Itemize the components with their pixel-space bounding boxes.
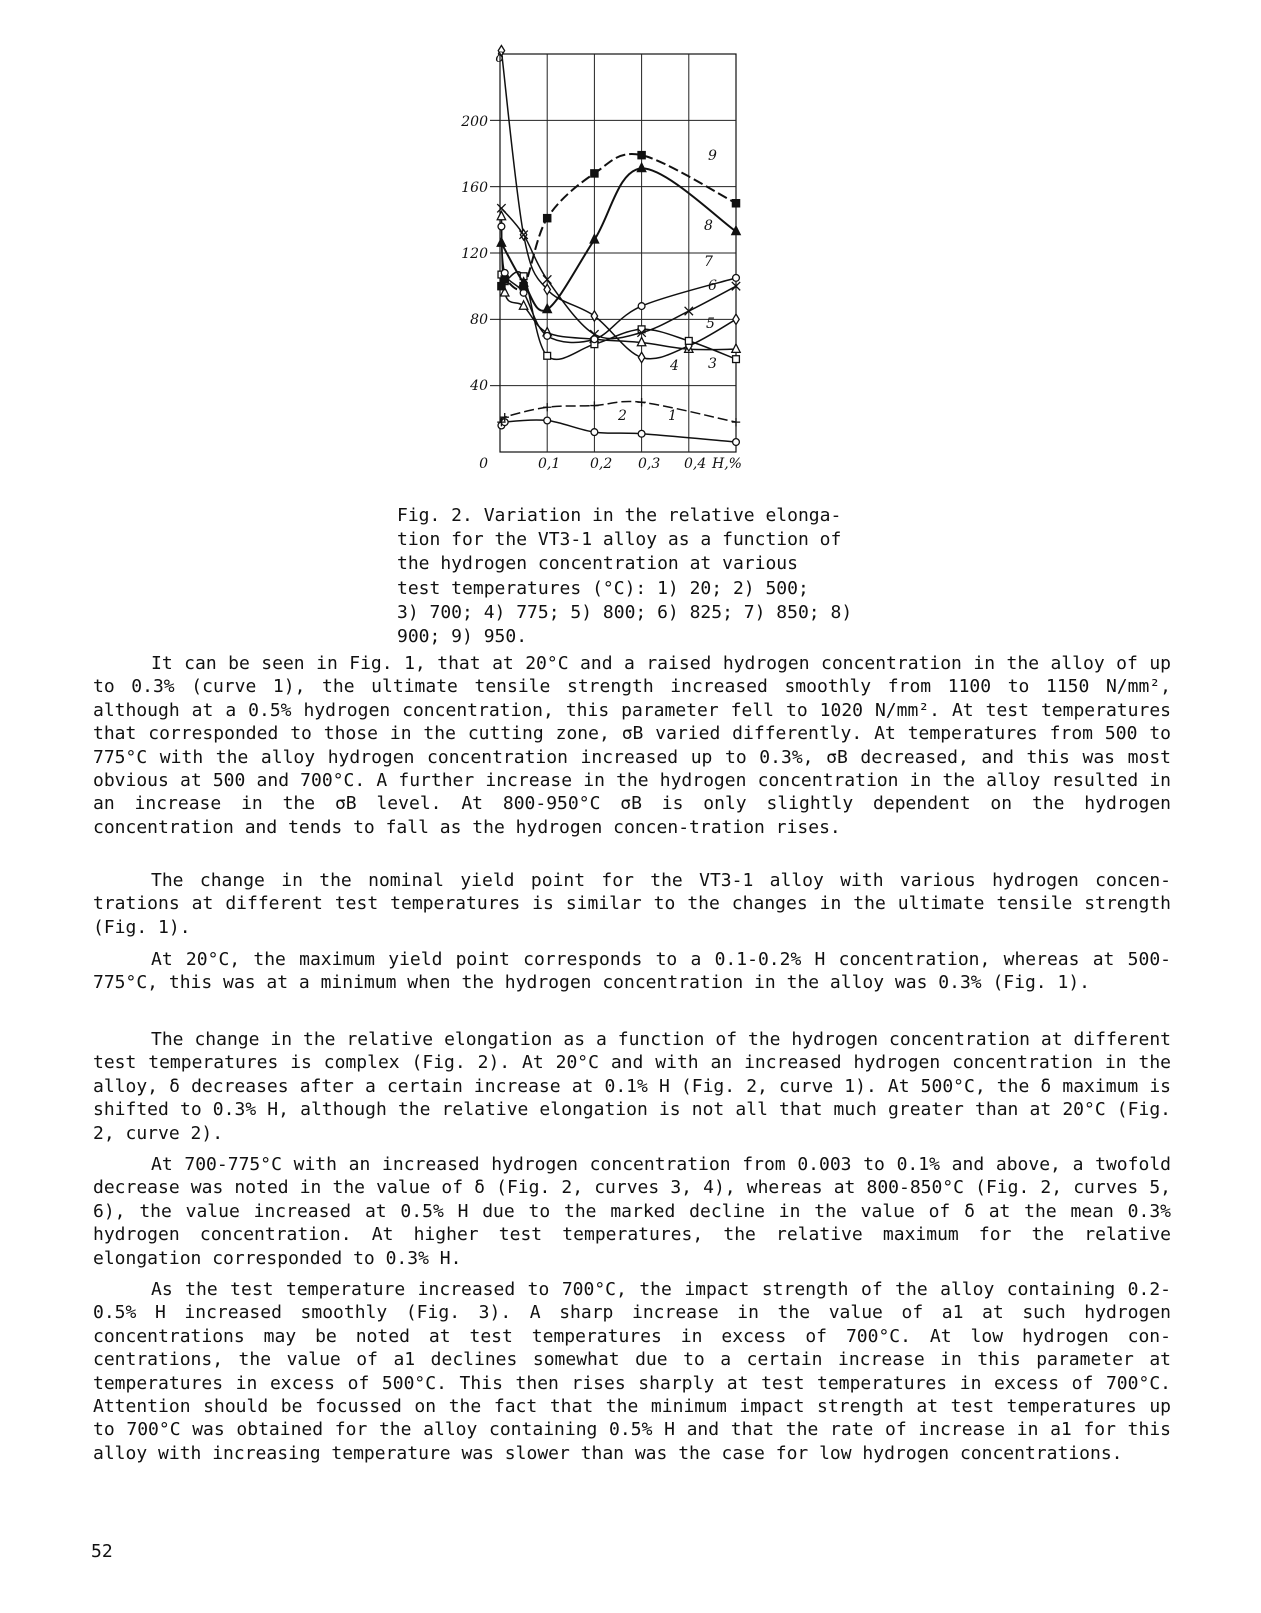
- data-point-3: [519, 301, 527, 309]
- page-number: 52: [91, 1541, 113, 1562]
- y-tick-80: 80: [470, 312, 488, 328]
- figure-2: [440, 40, 780, 500]
- curve-label-6: 6: [708, 278, 717, 294]
- data-point-7: [733, 274, 740, 281]
- curve-label-4: 4: [670, 358, 679, 374]
- data-point-9: [544, 215, 551, 222]
- paragraph-1: It can be seen in Fig. 1, that at 20°C and a raised hydrogen concentration in the alloy of up to 0.3% (curve 1), the ultimate tensile strength increased smoothly from 1100 to 1150 N/mm², although at a 0.5% hydrogen concentration, this parameter fell to 1020 N/mm². At test temperatures that corresponded to those in the cutting zone, σB varied differently. At temperatures from 500 to 775°C with the alloy hydrogen concentration increased up to 0.3%, σB decreased, and this was most obvious at 500 and 700°C. A further increase in the hydrogen concentration in the alloy resulted in an increase in the σB level. At 800-950°C σB is only slightly dependent on the hydrogen concentration and tends to fall as the hydrogen concen-tration rises.: [93, 653, 1171, 838]
- y-axis-label: δ: [495, 50, 504, 66]
- data-point-1: [638, 430, 645, 437]
- paragraph-3: At 20°C, the maximum yield point corresponds to a 0.1-0.2% H concentration, whereas at 500-775°C, this was at a minimum when the hydrogen concentration in the alloy was 0.3% (Fig. 1).: [93, 949, 1171, 994]
- y-tick-200: 200: [461, 114, 488, 130]
- data-point-7: [638, 303, 645, 310]
- x-tick-0-2: 0,2: [590, 456, 613, 472]
- x-axis-unit-label: H,%: [712, 456, 742, 472]
- data-point-5: [544, 352, 551, 359]
- data-point-4: [638, 352, 644, 362]
- curve-label-8: 8: [704, 218, 713, 234]
- data-point-1: [733, 439, 740, 446]
- data-point-9: [591, 170, 598, 177]
- elongation-chart: [440, 40, 780, 500]
- series-line-8: [501, 168, 736, 310]
- series-line-4: [501, 51, 736, 359]
- curve-label-1: 1: [668, 408, 677, 424]
- data-point-2: [732, 418, 740, 426]
- curve-label-7: 7: [704, 254, 713, 270]
- data-point-7: [501, 270, 508, 277]
- paragraph-4: The change in the relative elongation as a function of the hydrogen concentration at different test temperatures is complex (Fig. 2). At 20°C and with an increased hydrogen concentration in the alloy, δ decreases after a certain increase at 0.1% H (Fig. 2, curve 1). At 500°C, the δ maximum is shifted to 0.3% H, although the relative elongation is not all that much greater than at 20°C (Fig. 2, curve 2).: [93, 1029, 1171, 1144]
- x-tick-0-3: 0,3: [638, 456, 661, 472]
- data-point-7: [520, 289, 527, 296]
- data-point-1: [544, 417, 551, 424]
- data-point-7: [544, 333, 551, 340]
- data-point-7: [591, 336, 598, 343]
- data-point-9: [638, 152, 645, 159]
- series-line-5: [501, 272, 736, 360]
- paragraph-5: At 700-775°C with an increased hydrogen concentration from 0.003 to 0.1% and above, a twofold decrease was noted in the value of δ (Fig. 2, curves 3, 4), whereas at 800-850°C (Fig. 2, curves 5, 6), the value increased at 0.5% H due to the marked decline in the value of δ at the mean 0.3% hydrogen concentration. At higher test temperatures, the relative maximum for the relative elongation corresponded to 0.3% H.: [93, 1154, 1171, 1269]
- data-point-5: [733, 356, 740, 363]
- data-point-8: [497, 238, 505, 246]
- y-tick-0: 0: [479, 456, 488, 472]
- data-point-1: [591, 429, 598, 436]
- x-tick-0-4: 0,4: [684, 456, 707, 472]
- y-tick-120: 120: [461, 246, 488, 262]
- data-point-2: [543, 403, 551, 411]
- data-point-5: [685, 337, 692, 344]
- data-point-2: [590, 401, 598, 409]
- series-line-9: [501, 154, 736, 289]
- data-point-9: [501, 276, 508, 283]
- curve-label-9: 9: [708, 148, 717, 164]
- y-tick-160: 160: [461, 180, 488, 196]
- data-point-2: [637, 398, 645, 406]
- curve-label-5: 5: [706, 316, 715, 332]
- paragraph-6: As the test temperature increased to 700°C, the impact strength of the alloy containing 0.2-0.5% H increased smoothly (Fig. 3). A sharp increase in the value of a1 at such hydrogen concentrations may be noted at test temperatures in excess of 700°C. At low hydrogen con-centrations, the value of a1 declines somewhat due to a certain increase in this parameter at temperatures in excess of 500°C. This then rises sharply at test temperatures in excess of 700°C. Attention should be focussed on the fact that the minimum impact strength at test temperatures up to 700°C was obtained for the alloy containing 0.5% H and that the rate of increase in a1 for this alloy with increasing temperature was slower than was the case for low hydrogen concentrations.: [93, 1279, 1171, 1464]
- data-point-4: [733, 314, 739, 324]
- data-point-3: [732, 344, 740, 352]
- curve-label-3: 3: [708, 356, 717, 372]
- figure-caption: Fig. 2. Variation in the relative elonga- tion for the VT3-1 alloy as a function of the hydrogen concentration at various test temperatures (°C): 1) 20; 2) 500; 3) 700; 4) 775; 5) 800; 6) 825; 7) 850; 8) 900; 9) 950.: [397, 505, 853, 648]
- curve-label-2: 2: [618, 408, 627, 424]
- data-point-7: [498, 223, 505, 230]
- data-point-9: [732, 200, 739, 207]
- paragraph-2: The change in the nominal yield point for the VT3-1 alloy with various hydrogen concen-trations at different test temperatures is similar to the changes in the ultimate tensile strength (Fig. 1).: [93, 870, 1171, 938]
- y-tick-40: 40: [470, 378, 488, 394]
- data-point-9: [520, 283, 527, 290]
- data-point-8: [637, 163, 645, 171]
- x-tick-0-1: 0,1: [538, 456, 561, 472]
